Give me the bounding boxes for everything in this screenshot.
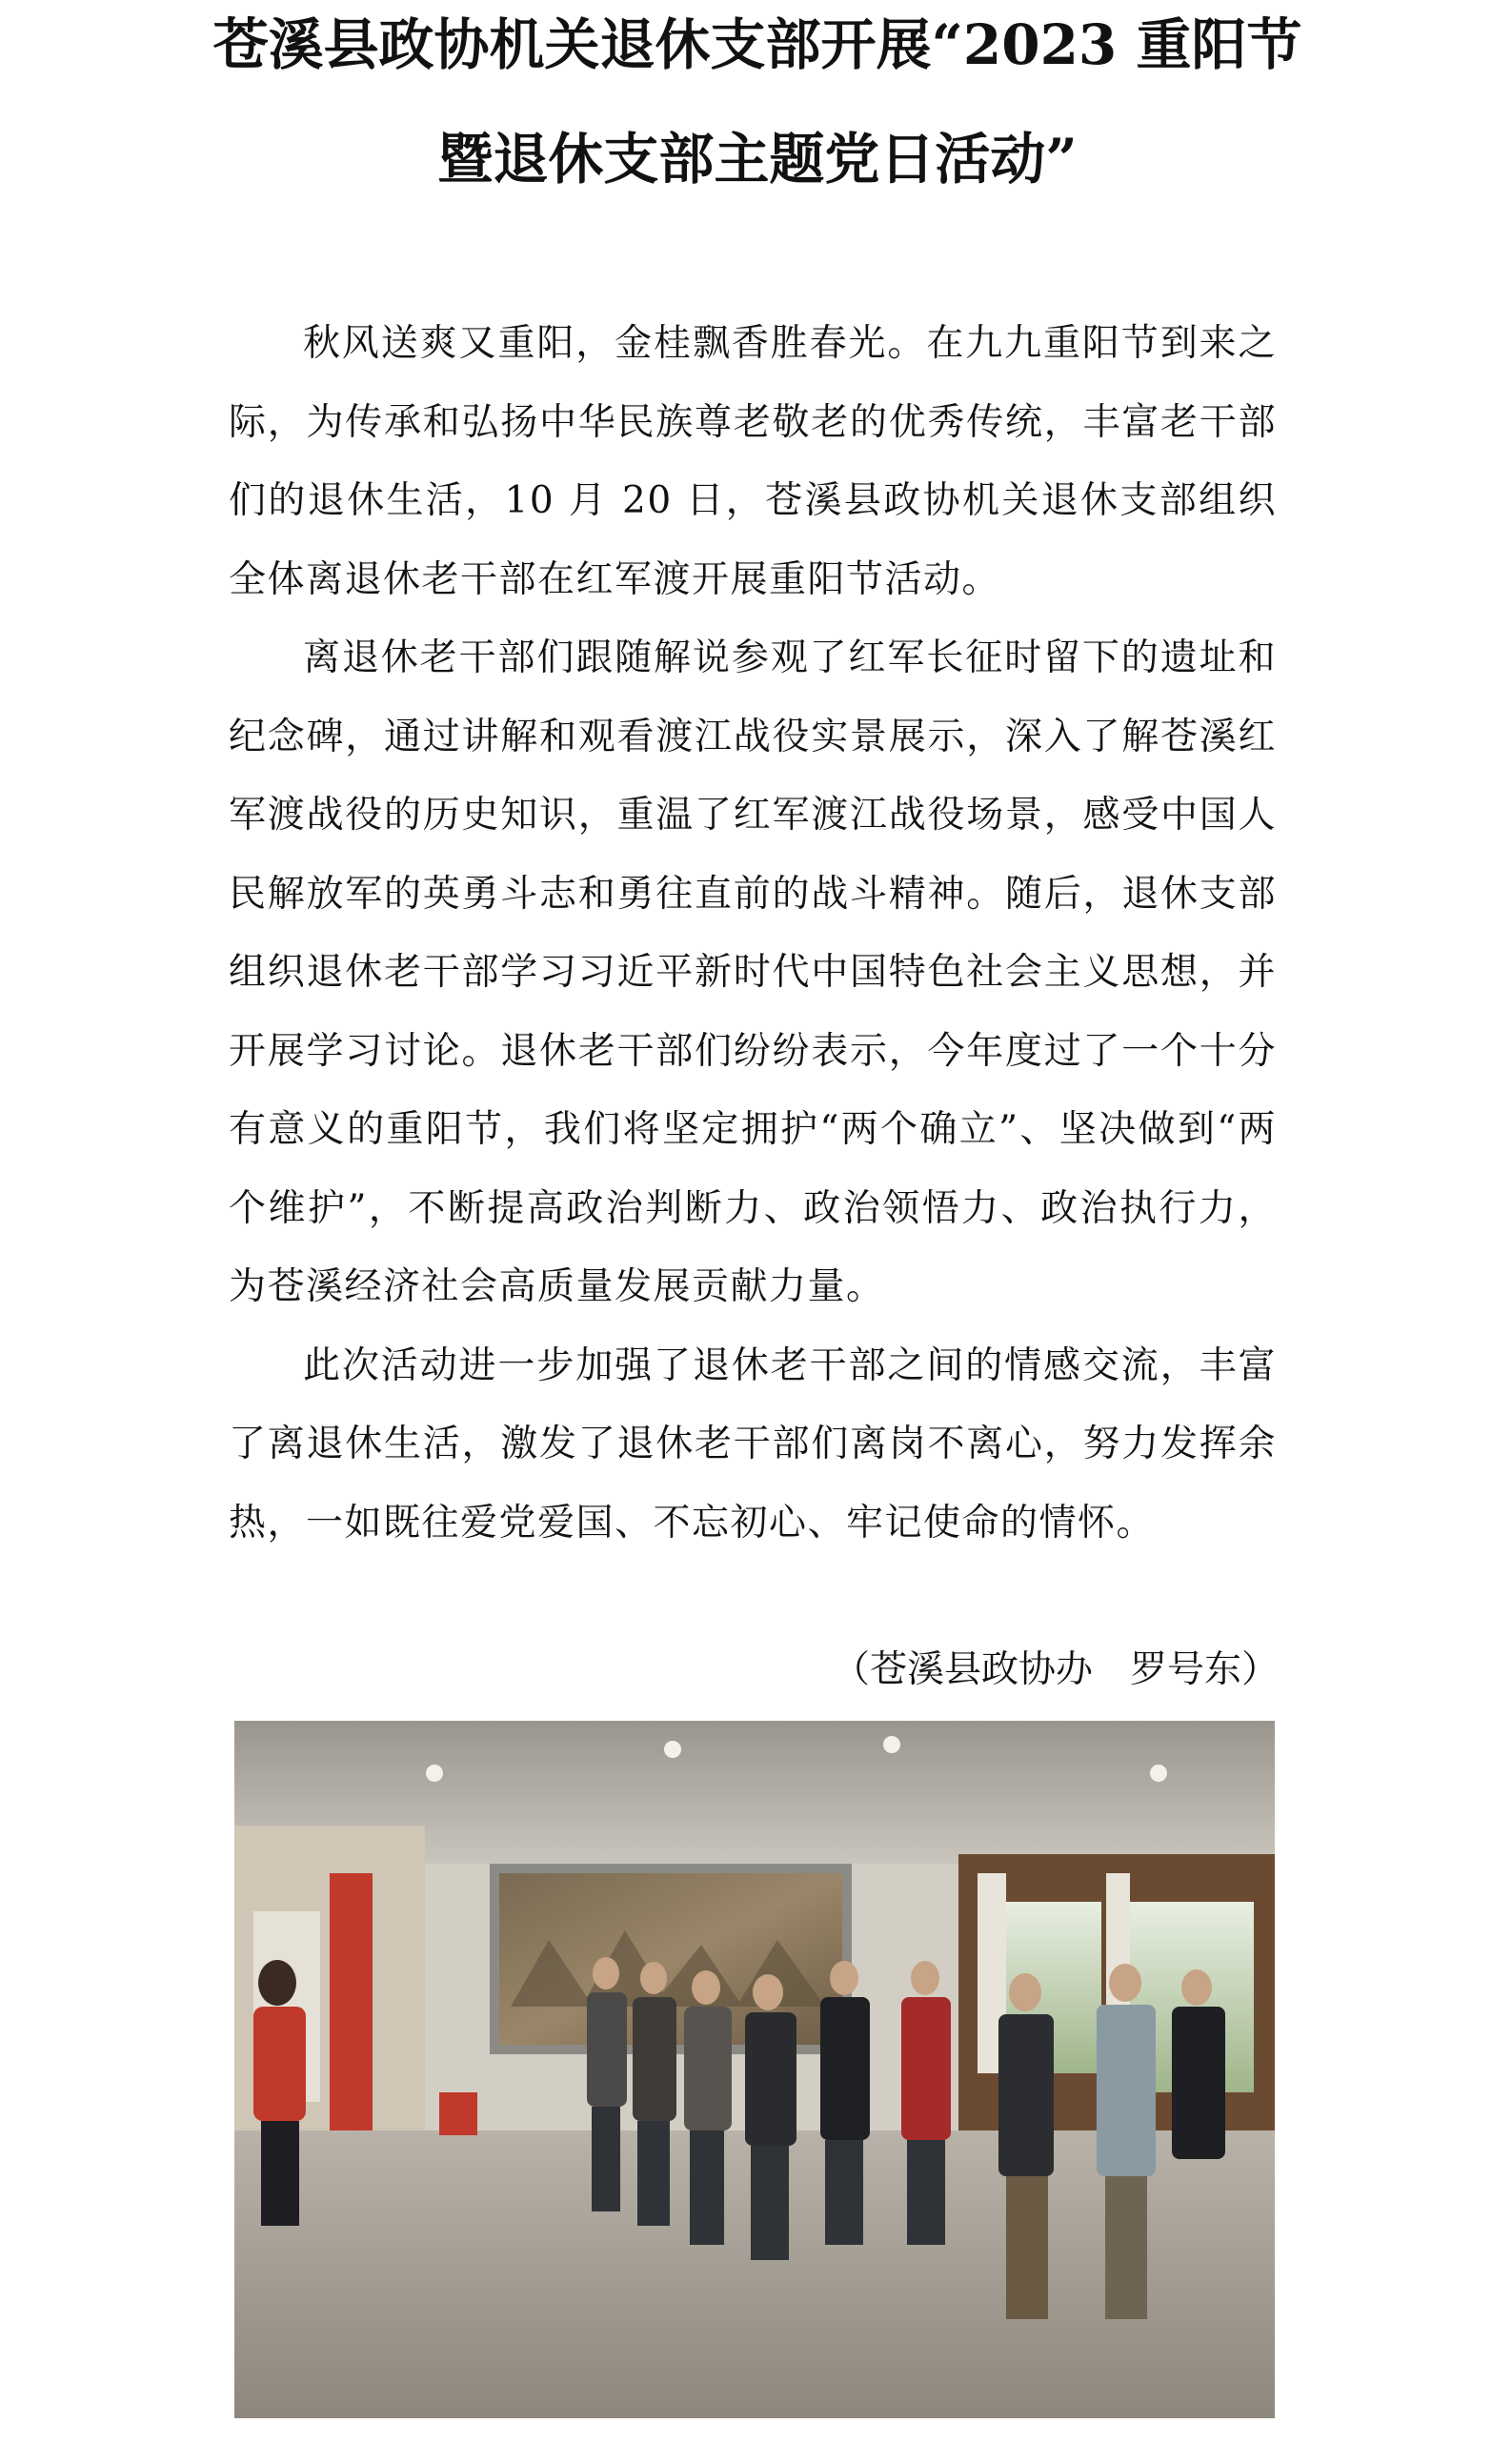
byline: （苍溪县政协办 罗号东） bbox=[832, 1648, 1279, 1691]
paragraph-1: 秋风送爽又重阳，金桂飘香胜春光。在九九重阳节到来之际，为传承和弘扬中华民族尊老敬老的优秀传统，丰富老干部们的退休生活，10 月 20 日，苍溪县政协机关退休支部组织全体离退休老干部在红军渡开展重阳节活动。 bbox=[229, 322, 1277, 601]
paragraph-2: 离退休老干部们跟随解说参观了红军长征时留下的遗址和纪念碑，通过讲解和观看渡江战役实景展示，深入了解苍溪红军渡战役的历史知识，重温了红军渡江战役场景，感受中国人民解放军的英勇斗志和勇往直前的战斗精神。随后，退休支部组织退休老干部学习习近平新时代中国特色社会主义思想，并开展学习讨论。退休老干部们纷纷表示，今年度过了一个十分有意义的重阳节，我们将坚定拥护“两个确立”、坚决做到“两个维护”，不断提高政治判断力、政治领悟力、政治执行力，为苍溪经济社会高质量发展贡献力量。 bbox=[229, 636, 1277, 1308]
title-line-1: 苍溪县政协机关退休支部开展“2023 重阳节 bbox=[212, 12, 1302, 77]
title-line-2: 暨退休支部主题党日活动” bbox=[437, 127, 1078, 192]
paragraph-3: 此次活动进一步加强了退休老干部之间的情感交流，丰富了离退休生活，激发了退休老干部们离岗不离心，努力发挥余热，一如既往爱党爱国、不忘初心、牢记使命的情怀。 bbox=[229, 1343, 1277, 1545]
event-photo bbox=[234, 1721, 1275, 2418]
article-body bbox=[229, 305, 1277, 1563]
